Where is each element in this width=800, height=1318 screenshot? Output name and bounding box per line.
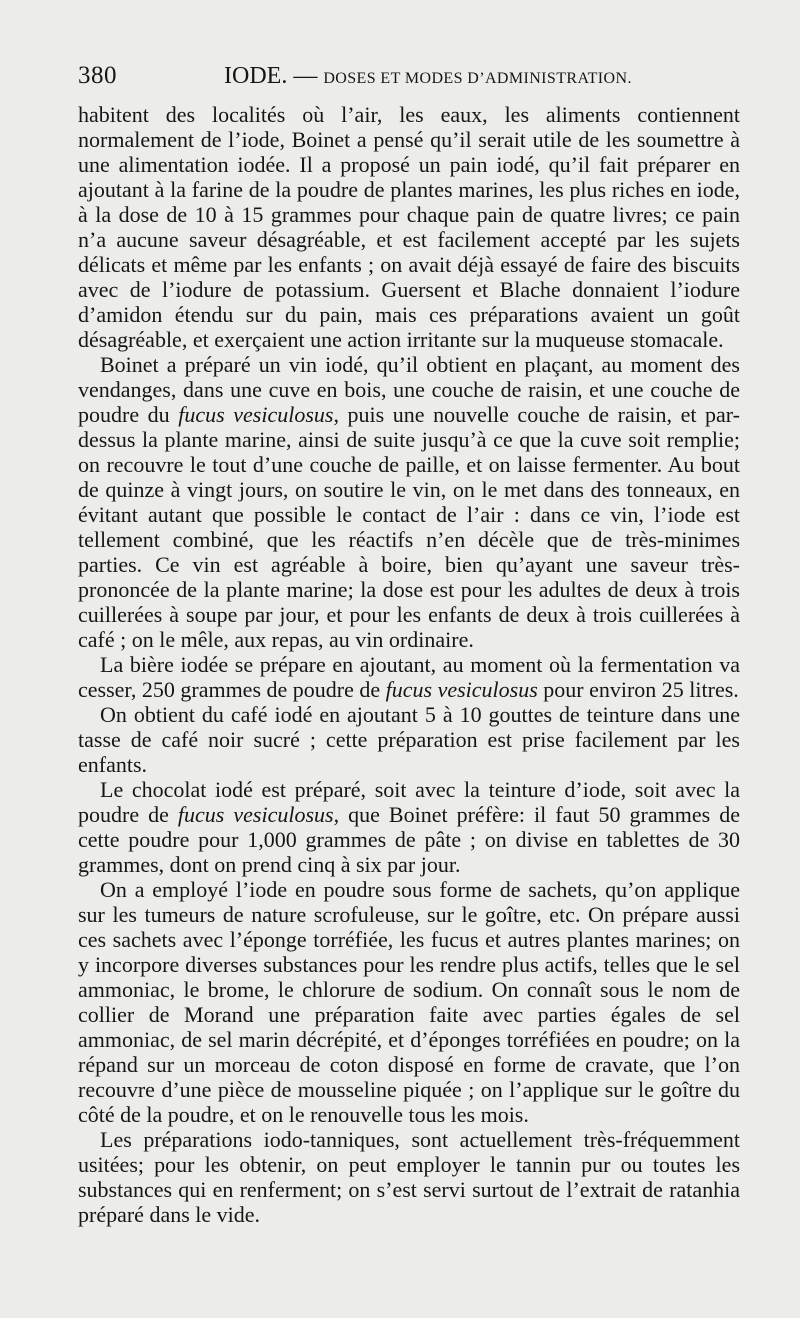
paragraph xyxy=(78,1127,740,1227)
species-name: fucus vesiculosus xyxy=(178,402,334,427)
running-head-separator: — xyxy=(287,63,324,89)
paragraph xyxy=(78,877,740,1127)
paragraph-text: , puis une nouvelle couche de raisin, et par-dessus la plante marine, ainsi de suite jusqu’à ce que la cuve soit remplie; on recouvre le tout d’une couche de paille, et on laisse fermenter. Au bout de quinze à vingt jours, on soutire le vin, on le met dans des tonneaux, en évitant autant que possible le contact de l’air : dans ce vin, l’iode est tellement combiné, que les réactifs n’en décèle que de très-minimes parties. Ce vin est agréable à boire, bien qu’ayant une saveur très-prononcée de la plante marine; la dose est pour les adultes de deux à trois cuillerées à soupe par jour, et pour les enfants de deux à trois cuillerées à café ; on le mêle, aux repas, au vin ordinaire. xyxy=(78,402,740,652)
page-number: 380 xyxy=(78,62,117,89)
paragraph xyxy=(78,777,740,877)
body-text xyxy=(78,102,740,1227)
paragraph-text: Le chocolat iodé est préparé, soit avec la teinture d’iode, soit avec la poudre de xyxy=(78,777,740,827)
paragraph-text: Les préparations iodo-tanniques, sont actuellement très-fréquemment usitées; pour les obtenir, on peut employer le tannin pur ou toutes les substances qui en renferment; on s’est servi surtout de l’extrait de ratanhia préparé dans le vide. xyxy=(78,1127,740,1227)
paragraph xyxy=(78,652,740,702)
paragraph-text: habitent des localités où l’air, les eaux, les aliments contiennent normalement de l’iode, Boinet a pensé qu’il serait utile de les soumettre à une alimentation iodée. Il a proposé un pain iodé, qu’il fait préparer en ajoutant à la farine de la poudre de plantes marines, les plus riches en iode, à la dose de 10 à 15 grammes pour chaque pain de quatre livres; ce pain n’a aucune saveur désagréable, et est facilement accepté par les sujets délicats et même par les enfants ; on avait déjà essayé de faire des biscuits avec de l’iodure de potassium. Guersent et Blache donnaient l’iodure d’amidon étendu sur du pain, mais ces préparations avaient un goût désagréable, et exerçaient une action irritante sur la muqueuse stomacale. xyxy=(78,102,740,352)
paragraph xyxy=(78,702,740,777)
paragraph-text: , que Boinet préfère: il faut 50 grammes de cette poudre pour 1,000 grammes de pâte ; on divise en tablettes de 30 grammes, dont on prend cinq à six par jour. xyxy=(78,802,740,877)
page-header xyxy=(78,62,738,92)
paragraph-text: pour environ 25 litres. xyxy=(537,677,739,702)
paragraph-text: On obtient du café iodé en ajoutant 5 à 10 gouttes de teinture dans une tasse de café noir sucré ; cette préparation est prise facilement par les enfants. xyxy=(78,702,740,777)
running-head xyxy=(224,63,632,90)
species-name: fucus vesiculosus xyxy=(177,802,334,827)
paragraph-text: Boinet a préparé un vin iodé, qu’il obtient en plaçant, au moment des vendanges, dans une cuve en bois, une couche de raisin, et une couche de poudre du xyxy=(78,352,740,427)
running-head-title: IODE. xyxy=(224,63,288,89)
paragraph xyxy=(78,352,740,652)
paragraph-text: La bière iodée se prépare en ajoutant, au moment où la fermentation va cesser, 250 grammes de poudre de xyxy=(78,652,740,702)
paragraph xyxy=(78,102,740,352)
running-head-subtitle: DOSES ET MODES D’ADMINISTRATION. xyxy=(323,70,632,87)
species-name: fucus vesiculosus xyxy=(385,677,538,702)
paragraph-text: On a employé l’iode en poudre sous forme de sachets, qu’on applique sur les tumeurs de nature scrofuleuse, sur le goître, etc. On prépare aussi ces sachets avec l’éponge torréfiée, les fucus et autres plantes marines; on y incorpore diverses substances pour les rendre plus actifs, telles que le sel ammoniac, le brome, le chlorure de sodium. On connaît sous le nom de collier de Morand une préparation faite avec parties égales de sel ammoniac, de sel marin décrépité, et d’éponges torréfiées en poudre; on la répand sur un morceau de coton disposé en forme de cravate, que l’on recouvre d’une pièce de mousseline piquée ; on l’applique sur le goître du côté de la poudre, et on le renouvelle tous les mois. xyxy=(78,877,740,1127)
